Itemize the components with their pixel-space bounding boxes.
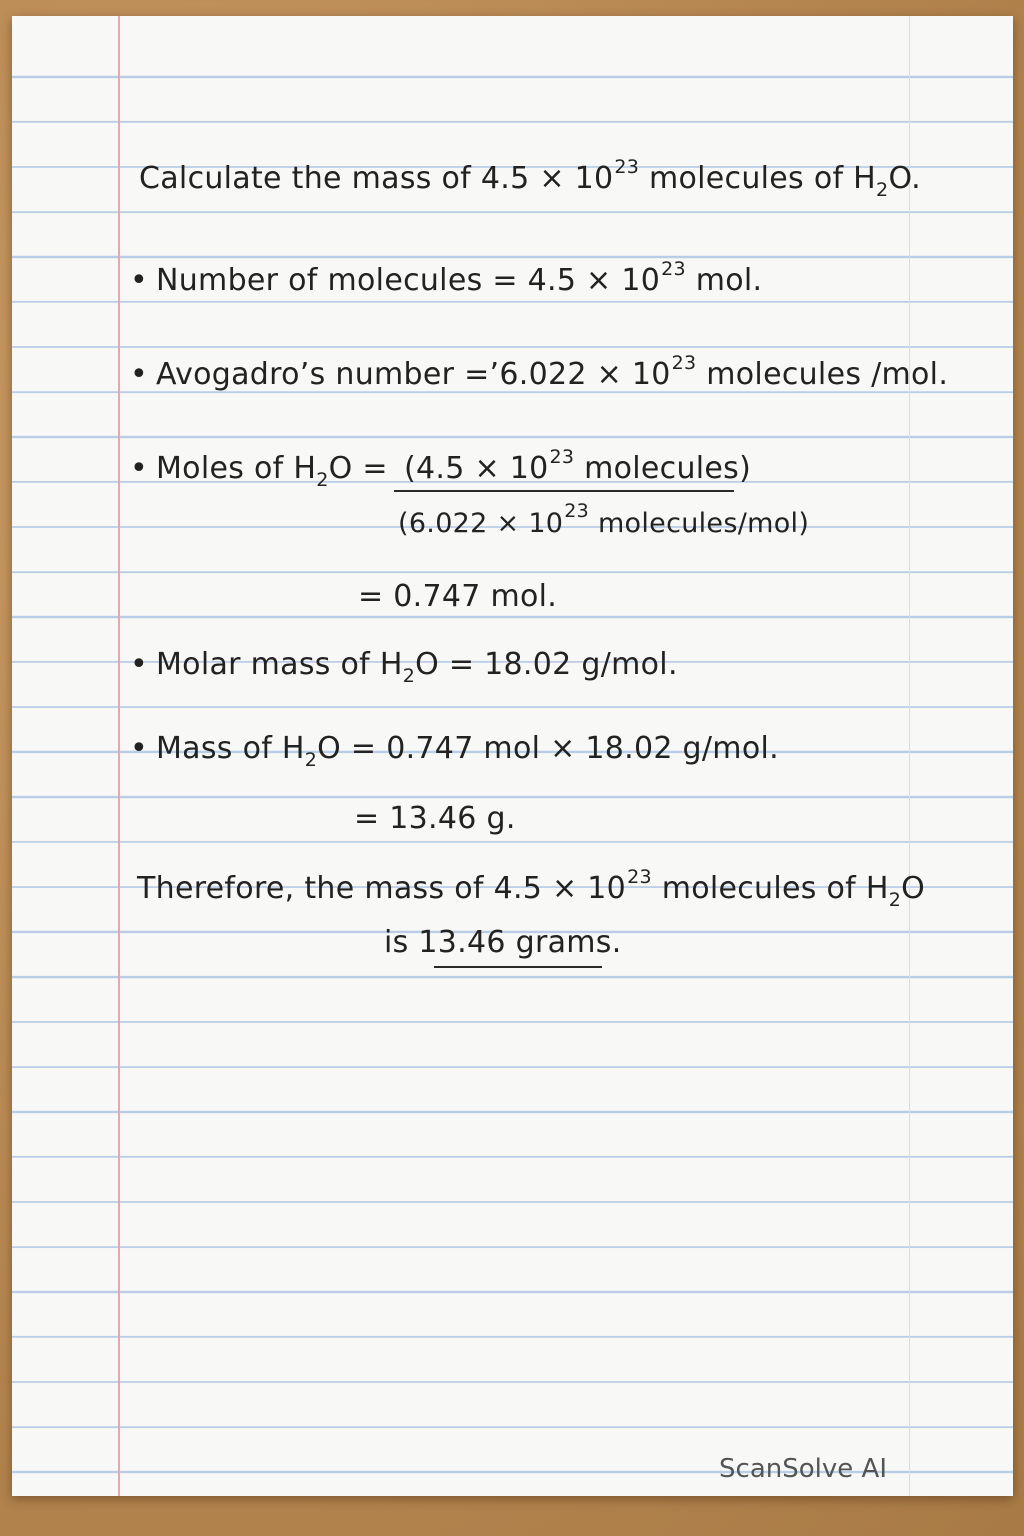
mass-result xyxy=(354,801,516,836)
denominator-exponent: 23 xyxy=(564,500,590,522)
step-mass xyxy=(130,731,779,771)
conclusion-line-1 xyxy=(137,866,926,911)
moles-result xyxy=(358,579,558,614)
conclusion-line-2 xyxy=(384,925,622,960)
step-moles-label xyxy=(130,451,388,491)
step2-exponent: 23 xyxy=(671,352,697,374)
step5-text-a: Mass of H xyxy=(156,731,305,766)
step5-subscript: 2 xyxy=(304,749,318,771)
step1-text-a: Number of molecules = 4.5 × 10 xyxy=(156,263,661,298)
moles-result-text: = 0.747 mol. xyxy=(358,579,558,614)
step3-label-a: Moles of H xyxy=(156,451,317,486)
problem-text-c: O. xyxy=(888,161,921,196)
bullet: • xyxy=(130,647,148,682)
step4-text-a: Molar mass of H xyxy=(156,647,403,682)
notebook-paper xyxy=(12,16,1013,1496)
step2-text-a: Avogadro’s number =’6.022 × 10 xyxy=(156,357,671,392)
bullet: • xyxy=(130,731,148,766)
conclusion-subscript: 2 xyxy=(888,889,902,911)
conclusion-text-b: molecules of H xyxy=(651,871,889,906)
final-answer: 13.46 grams. xyxy=(418,925,622,960)
problem-text-b: molecules of H xyxy=(639,161,877,196)
conclusion-text-c: O xyxy=(901,871,926,906)
denominator-text-a: (6.022 × 10 xyxy=(398,508,564,539)
bullet: • xyxy=(130,263,148,298)
problem-statement xyxy=(139,156,921,201)
bullet: • xyxy=(130,357,148,392)
step-number-of-molecules xyxy=(130,258,763,298)
step1-text-b: mol. xyxy=(685,263,763,298)
brand-watermark: ScanSolve AI xyxy=(719,1454,887,1484)
bullet: • xyxy=(130,451,148,486)
problem-exponent: 23 xyxy=(614,156,640,178)
fraction-bar xyxy=(394,490,734,492)
conclusion-text-a: Therefore, the mass of 4.5 × 10 xyxy=(137,871,627,906)
step5-text-b: O = 0.747 mol × 18.02 g/mol. xyxy=(317,731,779,766)
conclusion-is: is xyxy=(384,925,419,960)
mass-result-text: = 13.46 g. xyxy=(354,801,516,836)
fraction-numerator xyxy=(404,446,752,486)
denominator-text-b: molecules/mol) xyxy=(589,508,810,539)
numerator-exponent: 23 xyxy=(549,446,575,468)
margin-line xyxy=(118,16,120,1496)
problem-text-a: Calculate the mass of 4.5 × 10 xyxy=(139,161,614,196)
fraction-denominator xyxy=(398,500,810,539)
step4-text-b: O = 18.02 g/mol. xyxy=(415,647,678,682)
step-molar-mass xyxy=(130,647,678,687)
numerator-text-a: (4.5 × 10 xyxy=(404,451,549,486)
step3-subscript: 2 xyxy=(316,469,329,491)
right-margin-line xyxy=(909,16,910,1496)
answer-underline xyxy=(434,966,602,968)
step-avogadro-number xyxy=(130,352,949,392)
numerator-text-b: molecules) xyxy=(574,451,752,486)
step3-label-b: O = xyxy=(328,451,388,486)
step4-subscript: 2 xyxy=(402,665,416,687)
conclusion-exponent: 23 xyxy=(627,866,652,888)
problem-subscript: 2 xyxy=(876,179,889,201)
step1-exponent: 23 xyxy=(661,258,686,280)
step2-text-b: molecules /mol. xyxy=(696,357,949,392)
